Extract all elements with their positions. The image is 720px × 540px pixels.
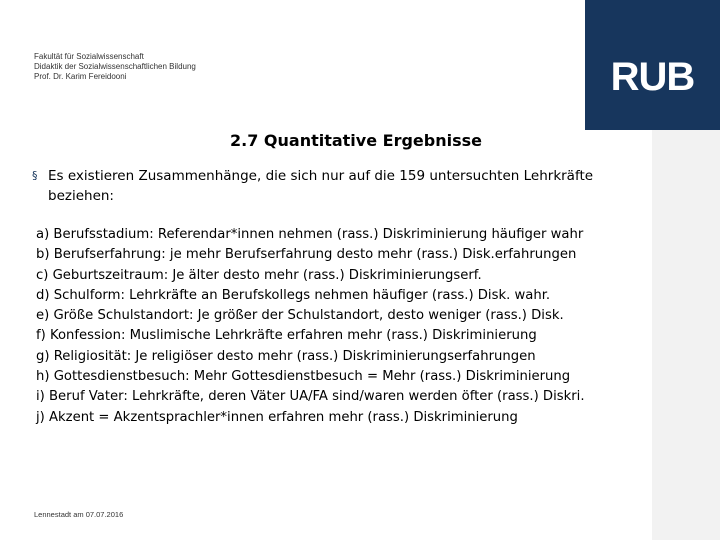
list-item: e) Größe Schulstandort: Je größer der Schulstandort, desto weniger (rass.) Disk.	[36, 308, 564, 324]
slide-title: 2.7 Quantitative Ergebnisse	[229, 131, 482, 150]
list-item: a) Berufsstadium: Referendar*innen nehmen (rass.) Diskriminierung häufiger wahr	[36, 227, 584, 242]
rub-logo	[585, 0, 720, 130]
list-item: g) Religiosität: Je religiöser desto mehr (rass.) Diskriminierungserfahrungen	[36, 348, 536, 364]
list-item: d) Schulform: Lehrkräfte an Berufskollegs nehmen häufiger (rass.) Disk. wahr.	[36, 287, 551, 303]
bullet-mark-icon: §	[32, 169, 38, 182]
list-item: b) Berufserfahrung: je mehr Berufserfahrung desto mehr (rass.) Disk.erfahrungen	[36, 247, 577, 263]
list-item: i) Beruf Vater: Lehrkräfte, deren Väter UA/FA sind/waren werden öfter (rass.) Diskri.	[36, 389, 585, 405]
results-list	[36, 225, 641, 428]
logo-text: RUB	[610, 55, 695, 99]
list-item: f) Konfession: Muslimische Lehrkräfte erfahren mehr (rass.) Diskriminierung	[36, 328, 537, 344]
footer-location-date: Lennestadt am 07.07.2016	[34, 510, 124, 519]
professor-line: Prof. Dr. Karim Fereidooni	[34, 72, 127, 81]
intro-bullet	[32, 166, 632, 206]
list-item: j) Akzent = Akzentsprachler*innen erfahren mehr (rass.) Diskriminierung	[36, 409, 518, 425]
list-item: h) Gottesdienstbesuch: Mehr Gottesdienstbesuch = Mehr (rass.) Diskriminierung	[36, 369, 571, 385]
faculty-header	[34, 52, 196, 82]
department-line: Didaktik der Sozialwissenschaftlichen Bildung	[34, 62, 196, 71]
list-item: c) Geburtszeitraum: Je älter desto mehr (rass.) Diskriminierungserf.	[36, 267, 482, 283]
intro-text: Es existieren Zusammenhänge, die sich nur auf die 159 untersuchten Lehrkräfte beziehen:	[48, 168, 594, 204]
faculty-line: Fakultät für Sozialwissenschaft	[34, 52, 144, 61]
